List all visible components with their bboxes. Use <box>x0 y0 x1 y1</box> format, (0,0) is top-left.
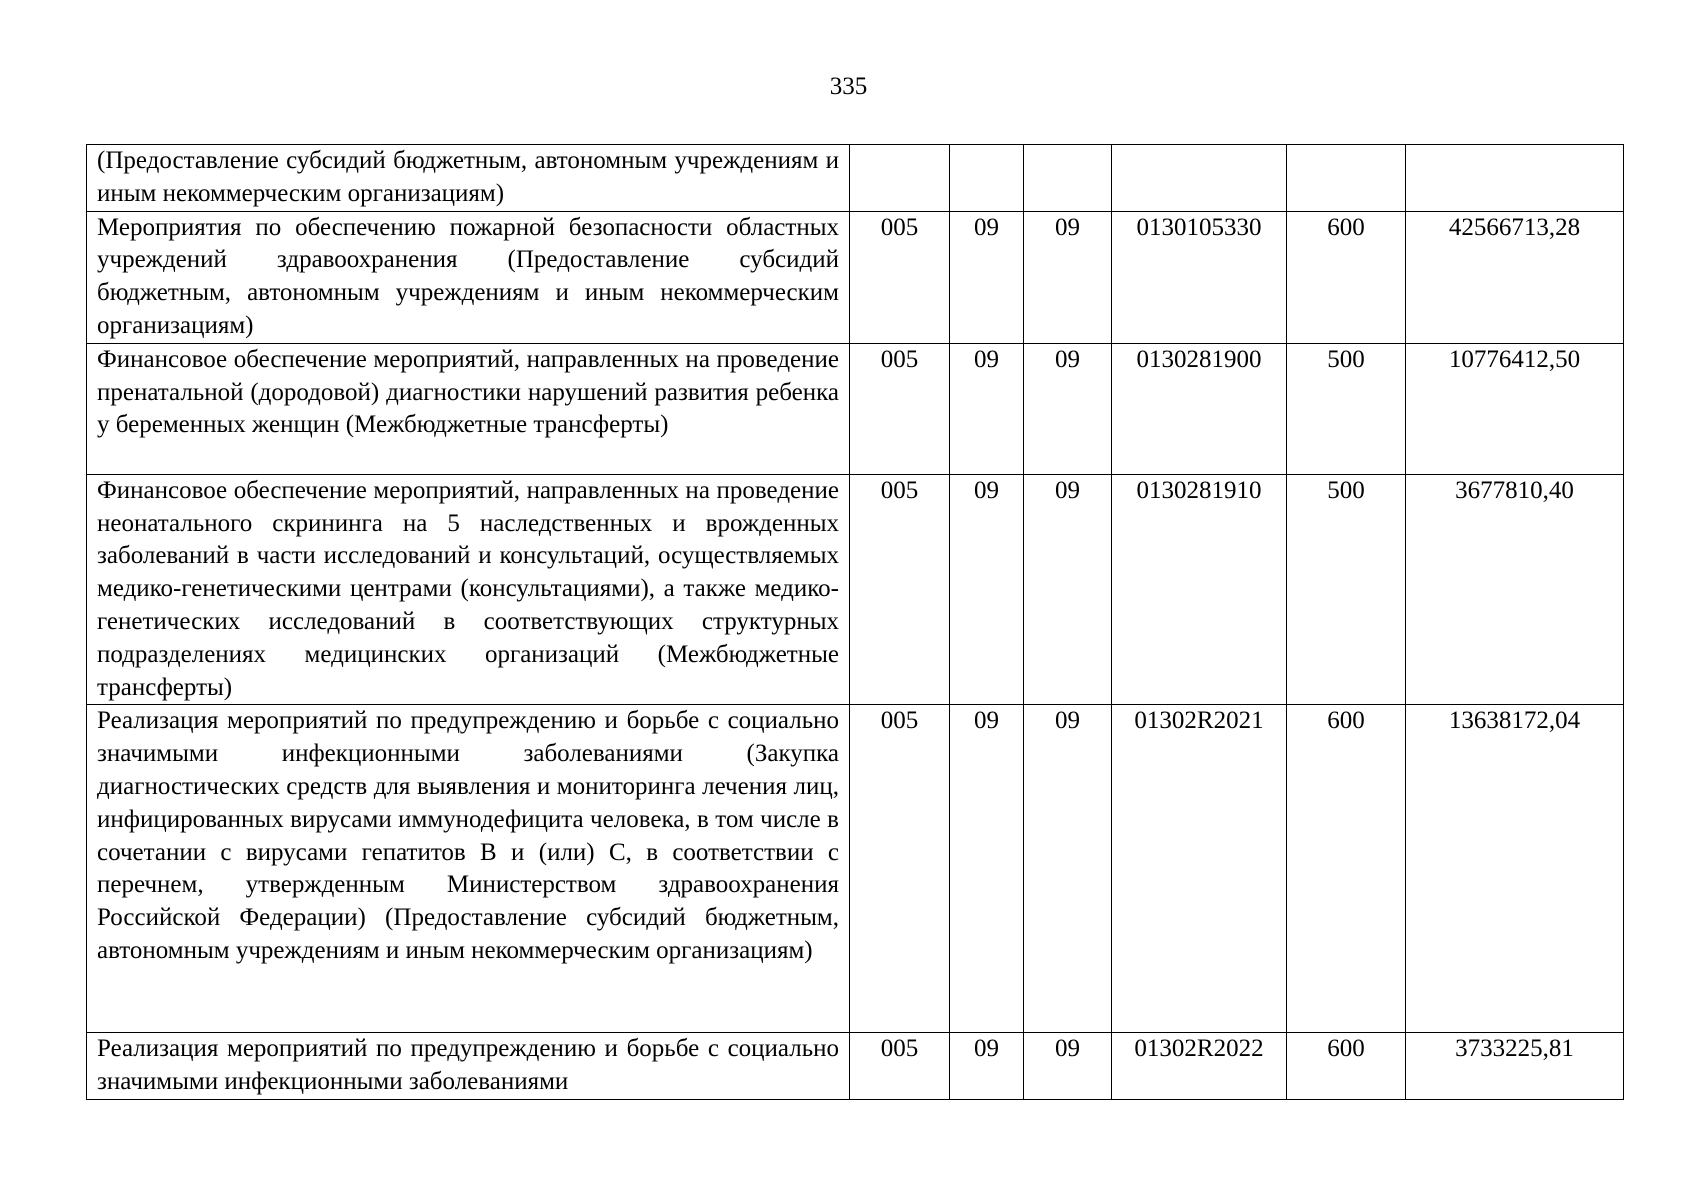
expense-type-code: 500 <box>1287 474 1406 705</box>
row-description: Финансовое обеспечение мероприятий, направленных на проведение пренатальной (дородовой) диагностики нарушений развития ребенка у беременных женщин (Межбюджетные трансферты) <box>87 343 850 474</box>
table-row <box>87 1033 1624 1100</box>
section-code: 09 <box>950 705 1024 1033</box>
row-description: Реализация мероприятий по предупреждению и борьбе с социально значимыми инфекционными заболеваниями <box>87 1033 850 1100</box>
ministry-code: 005 <box>850 474 950 705</box>
page-number: 335 <box>829 73 868 100</box>
target-article-code: 0130281910 <box>1112 474 1287 705</box>
section-code: 09 <box>950 343 1024 474</box>
row-description: (Предоставление субсидий бюджетным, автономным учреждениям и иным некоммерческим организациям) <box>87 145 850 212</box>
table-row <box>87 343 1624 474</box>
table-row <box>87 145 1624 212</box>
ministry-code: 005 <box>850 705 950 1033</box>
row-description: Мероприятия по обеспечению пожарной безопасности областных учреждений здравоохранения (Предоставление субсидий бюджетным, автономным учреждениям и иным некоммерческим организациям) <box>87 211 850 343</box>
section-code: 09 <box>950 1033 1024 1100</box>
ministry-code: 005 <box>850 1033 950 1100</box>
expense-type-code <box>1287 145 1406 212</box>
amount-value: 13638172,04 <box>1406 705 1624 1033</box>
subsection-code: 09 <box>1024 1033 1112 1100</box>
section-code <box>950 145 1024 212</box>
row-description: Реализация мероприятий по предупреждению и борьбе с социально значимыми инфекционными заболеваниями (Закупка диагностических средств для выявления и мониторинга лечения лиц, инфицированных вирусами иммунодефицита человека, в том числе в сочетании с вирусами гепатитов B и (или) C, в соответствии с перечнем, утвержденным Министерством здравоохранения Российской Федерации) (Предоставление субсидий бюджетным, автономным учреждениям и иным некоммерческим организациям) <box>87 705 850 1033</box>
subsection-code <box>1024 145 1112 212</box>
table-row <box>87 705 1624 1033</box>
target-article-code: 0130105330 <box>1112 211 1287 343</box>
target-article-code: 0130281900 <box>1112 343 1287 474</box>
target-article-code: 01302R2021 <box>1112 705 1287 1033</box>
ministry-code: 005 <box>850 211 950 343</box>
section-code: 09 <box>950 474 1024 705</box>
table-row <box>87 211 1624 343</box>
amount-value: 3677810,40 <box>1406 474 1624 705</box>
row-description: Финансовое обеспечение мероприятий, направленных на проведение неонатального скрининга на 5 наследственных и врожденных заболеваний в части исследований и консультаций, осуществляемых медико-генетическими центрами (консультациями), а также медико-генетических исследований в соответствующих структурных подразделениях медицинских организаций (Межбюджетные трансферты) <box>87 474 850 705</box>
target-article-code: 01302R2022 <box>1112 1033 1287 1100</box>
amount-value: 42566713,28 <box>1406 211 1624 343</box>
amount-value <box>1406 145 1624 212</box>
subsection-code: 09 <box>1024 343 1112 474</box>
table-row <box>87 474 1624 705</box>
amount-value: 10776412,50 <box>1406 343 1624 474</box>
ministry-code <box>850 145 950 212</box>
section-code: 09 <box>950 211 1024 343</box>
expense-type-code: 600 <box>1287 211 1406 343</box>
subsection-code: 09 <box>1024 705 1112 1033</box>
ministry-code: 005 <box>850 343 950 474</box>
subsection-code: 09 <box>1024 474 1112 705</box>
expense-type-code: 600 <box>1287 1033 1406 1100</box>
target-article-code <box>1112 145 1287 212</box>
subsection-code: 09 <box>1024 211 1112 343</box>
budget-table <box>86 144 1624 1100</box>
expense-type-code: 500 <box>1287 343 1406 474</box>
expense-type-code: 600 <box>1287 705 1406 1033</box>
amount-value: 3733225,81 <box>1406 1033 1624 1100</box>
